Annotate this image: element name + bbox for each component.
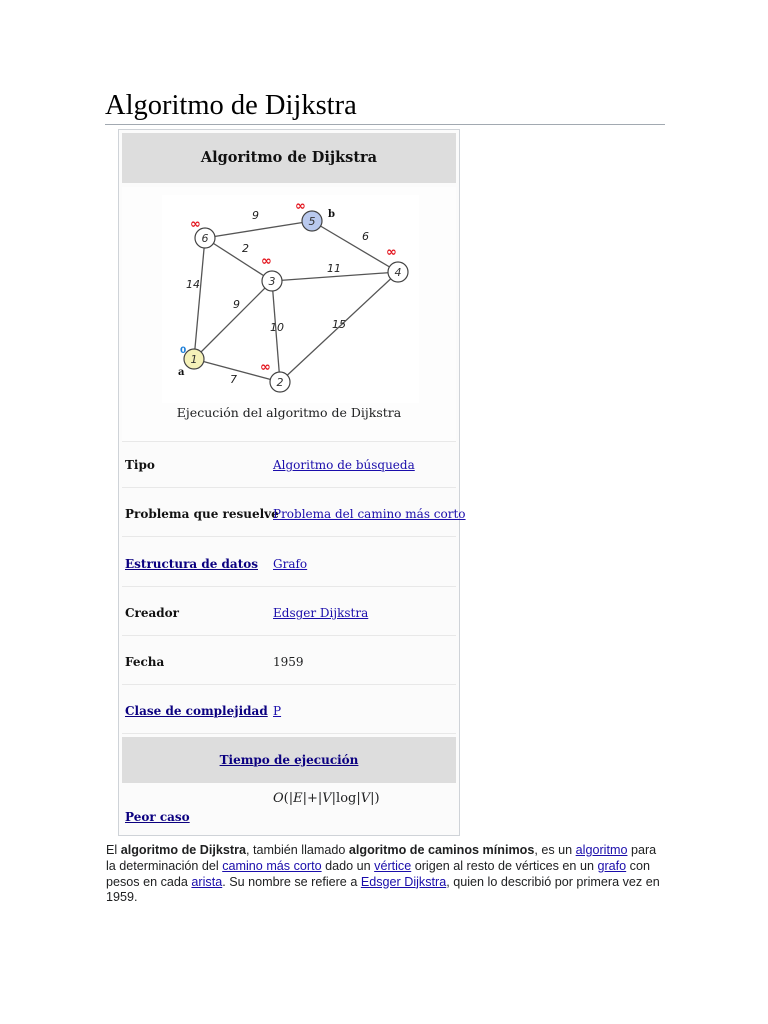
- formula-o: O: [273, 791, 284, 806]
- infobox-image-cell: [122, 187, 456, 442]
- formula-open: (|: [283, 791, 294, 806]
- link-edsger-dijkstra[interactable]: Edsger Dijkstra: [360, 874, 447, 889]
- node-letter-label: a: [178, 367, 185, 378]
- node-distance-label: ∞: [386, 245, 397, 260]
- link-vertice[interactable]: vértice: [374, 858, 412, 873]
- text: , es un: [534, 843, 576, 857]
- bold-term: algoritmo de Dijkstra: [120, 843, 246, 857]
- row-value-link[interactable]: Algoritmo de búsqueda: [273, 458, 415, 472]
- formula-v1: V: [322, 791, 332, 806]
- row-label-link[interactable]: Peor caso: [125, 810, 190, 824]
- node-distance-label: ∞: [295, 199, 306, 214]
- edge-weight-label: 7: [230, 373, 237, 386]
- formula-log: |log|: [331, 791, 361, 806]
- text: con pesos en cada: [106, 858, 650, 889]
- text: El: [106, 843, 121, 857]
- text: origen al resto de vértices en un: [411, 858, 598, 873]
- row-value-link[interactable]: P: [273, 704, 282, 718]
- node-id-label: 4: [394, 266, 402, 279]
- edge-1-3: [194, 281, 272, 359]
- edge-weight-label: 10: [270, 321, 284, 334]
- row-label: Tipo: [125, 458, 155, 472]
- complexity-formula: [273, 791, 453, 835]
- infobox-title: Algoritmo de Dijkstra: [122, 133, 456, 183]
- row-value-link[interactable]: Problema del camino más corto: [273, 507, 466, 521]
- row-value-link[interactable]: Edsger Dijkstra: [273, 606, 369, 620]
- link-grafo[interactable]: grafo: [597, 858, 627, 873]
- node-distance-label: ∞: [190, 217, 201, 232]
- row-estructura: [122, 542, 456, 587]
- row-value-link[interactable]: Grafo: [273, 557, 308, 571]
- row-complejidad: [122, 689, 456, 734]
- edge-weight-label: 15: [332, 318, 346, 331]
- text: , también llamado: [245, 843, 349, 857]
- row-label: Fecha: [125, 655, 165, 669]
- node-distance-label: ∞: [261, 254, 272, 269]
- section-header-link[interactable]: Tiempo de ejecución: [219, 753, 359, 767]
- edge-weight-label: 11: [327, 262, 341, 275]
- row-problema: [122, 492, 466, 537]
- edge-6-1: [194, 238, 205, 359]
- infobox: [118, 129, 466, 836]
- image-caption: Ejecución del algoritmo de Dijkstra: [176, 405, 402, 420]
- link-arista[interactable]: arista: [191, 874, 223, 889]
- text: . Su nombre se refiere a: [222, 874, 361, 889]
- link-camino-mas-corto[interactable]: camino más corto: [222, 858, 322, 873]
- text: para la determinación del: [106, 843, 657, 873]
- text: , quien lo describió por primera vez en 1959.: [106, 874, 660, 905]
- node-distance-label: 0: [180, 346, 187, 356]
- formula-close: |): [370, 791, 380, 806]
- edge-weight-label: 2: [242, 242, 249, 255]
- node-id-label: 1: [190, 353, 198, 366]
- edge-weight-label: 14: [186, 278, 200, 291]
- row-fecha: [122, 640, 456, 685]
- edge-6-5: [205, 221, 312, 238]
- link-algoritmo[interactable]: algoritmo: [575, 843, 628, 857]
- row-label-link[interactable]: Estructura de datos: [125, 557, 259, 571]
- text: dado un: [321, 858, 375, 873]
- node-id-label: 5: [308, 215, 316, 228]
- intro-paragraph: [106, 843, 666, 906]
- node-letter-label: b: [328, 209, 335, 220]
- edge-weight-label: 9: [252, 209, 259, 222]
- formula-mid: |+|: [302, 791, 323, 806]
- row-label-link[interactable]: Clase de complejidad: [125, 704, 268, 718]
- row-label: Problema que resuelve: [125, 507, 279, 521]
- row-label: Creador: [125, 606, 179, 620]
- edge-weight-label: 9: [233, 298, 240, 311]
- bold-term: algoritmo de caminos mínimos: [348, 843, 535, 857]
- node-id-label: 3: [268, 275, 276, 288]
- row-peor-caso: [122, 787, 456, 833]
- formula-v2: V: [360, 791, 371, 806]
- node-id-label: 2: [276, 376, 284, 389]
- dijkstra-graph-image[interactable]: [162, 195, 419, 403]
- row-tipo: [122, 443, 456, 488]
- node-id-label: 6: [201, 232, 209, 245]
- section-header: [122, 737, 456, 783]
- edge-weight-label: 6: [362, 230, 369, 243]
- row-creador: [122, 591, 456, 636]
- page-title: Algoritmo de Dijkstra: [105, 88, 665, 125]
- row-value: 1959: [273, 655, 304, 669]
- node-distance-label: ∞: [260, 360, 271, 375]
- formula-e: E: [293, 791, 303, 806]
